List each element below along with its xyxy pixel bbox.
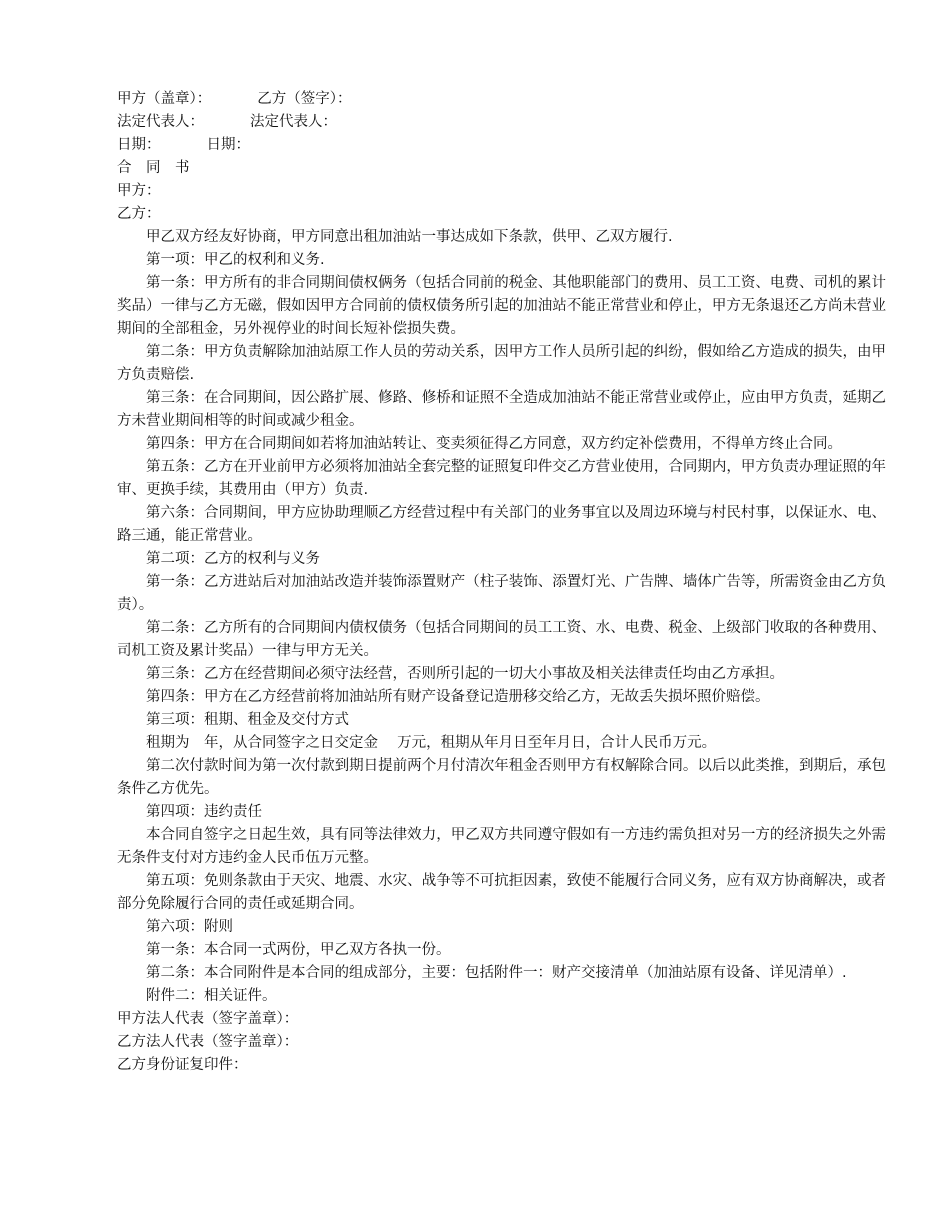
clause-1-6: 第六条：合同期间，甲方应协助理顺乙方经营过程中有关部门的业务事宜以及周边环境与村民村事，以保证水、电、路三通，能正常营业。	[117, 505, 886, 544]
clause-1-3: 第三条：在合同期间，因公路扩展、修路、修桥和证照不全造成加油站不能正常营业或停止，应由甲方负责，延期乙方未营业期间相等的时间或减少租金。	[117, 390, 886, 429]
clause-2-2: 第二条：乙方所有的合同期间内债权债务（包括合同期间的员工工资、水、电费、税金、上级部门收取的各种费用、司机工资及累计奖品）一律与甲方无关。	[117, 620, 886, 659]
section-heading-4: 第四项：违约责任	[146, 804, 262, 820]
contract-title: 合 同 书	[117, 160, 190, 176]
clause-1-5: 第五条：乙方在开业前甲方必须将加油站全套完整的证照复印件交乙方营业使用，合同期内，甲方负责办理证照的年审、更换手续，其费用由（甲方）负责.	[117, 459, 886, 498]
section-heading-6: 第六项：附则	[146, 919, 233, 935]
clause-1-1: 第一条：甲方所有的非合同期间债权俩务（包括合同前的税金、其他职能部门的费用、员工工资、电费、司机的累计奖品）一律与乙方无磁，假如因甲方合同前的债权债务所引起的加油站不能正常营业和停止，甲方无条退还乙方尚未营业期间的全部租金，另外视停业的时间长短补偿损失费。	[117, 275, 886, 337]
party-b-id-copy-line: 乙方身份证复印件：	[117, 1057, 248, 1073]
party-a-line: 甲方：	[117, 183, 161, 199]
date-b-label: 日期：	[206, 137, 250, 153]
attachment-2-line: 附件二：相关证件。	[146, 988, 277, 1004]
legal-rep-a-label: 法定代表人：	[117, 114, 204, 130]
second-payment-paragraph: 第二次付款时间为第一次付款到期日提前两个月付清次年租金否则甲方有权解除合同。以后以此类推，到期后，承包条件乙方优先。	[117, 758, 886, 797]
clause-6-1: 第一条：本合同一式两份，甲乙双方各执一份。	[146, 942, 451, 958]
section-heading-2: 第二项：乙方的权利与义务	[146, 551, 320, 567]
header-line-3	[117, 134, 857, 157]
party-b-rep-sign-line: 乙方法人代表（签字盖章）：	[117, 1034, 299, 1050]
clause-1-2: 第二条：甲方负责解除加油站原工作人员的劳动关系，因甲方工作人员所引起的纠纷，假如给乙方造成的损失，由甲方负责赔偿.	[117, 344, 886, 383]
header-line-2	[117, 111, 857, 134]
clause-2-4: 第四条：甲方在乙方经营前将加油站所有财产设备登记造册移交给乙方，无故丢失损坏照价赔偿。	[146, 689, 770, 705]
party-a-rep-sign-line: 甲方法人代表（签字盖章）：	[117, 1011, 299, 1027]
breach-paragraph: 本合同自签字之日起生效，具有同等法律效力，甲乙双方共同遵守假如有一方违约需负担对另一方的经济损失之外需无条件支付对方违约金人民币伍万元整。	[117, 827, 886, 866]
paragraph-intro: 甲乙双方经友好协商，甲方同意出租加油站一事达成如下条款，供甲、乙双方履行.	[146, 229, 673, 245]
date-a-label: 日期：	[117, 137, 161, 153]
section-heading-3: 第三项：租期、租金及交付方式	[146, 712, 349, 728]
legal-rep-b-label: 法定代表人：	[250, 114, 337, 130]
party-b-line: 乙方：	[117, 206, 161, 222]
clause-6-2: 第二条：本合同附件是本合同的组成部分，主要：包括附件一：财产交接清单（加油站原有设备、详见清单）.	[146, 965, 847, 981]
contract-page	[117, 88, 886, 1077]
party-b-sign-label: 乙方（签字）：	[257, 91, 352, 107]
clause-1-4: 第四条：甲方在合同期间如若将加油站转让、变卖须征得乙方同意，双方约定补偿费用，不得单方终止合同。	[146, 436, 842, 452]
clause-2-3: 第三条：乙方在经营期间必须守法经营，否则所引起的一切大小事故及相关法律责任均由乙方承担。	[146, 666, 784, 682]
clause-2-1: 第一条：乙方进站后对加油站改造并装饰添置财产（柱子装饰、添置灯光、广告牌、墙体广告等，所需资金由乙方负责）。	[117, 574, 886, 613]
header-line-1	[117, 88, 857, 111]
section-heading-1: 第一项：甲乙的权利和义务.	[146, 252, 325, 268]
party-a-seal-label: 甲方（盖章）：	[117, 91, 212, 107]
lease-term-paragraph: 租期为 年，从合同签字之日交定金 万元，租期从年月日至年月日，合计人民币万元。	[146, 735, 717, 751]
section-5-paragraph: 第五项：免则条款由于天灾、地震、水灾、战争等不可抗拒因素，致使不能履行合同义务，应有双方协商解决，或者部分免除履行合同的责任或延期合同。	[117, 873, 886, 912]
